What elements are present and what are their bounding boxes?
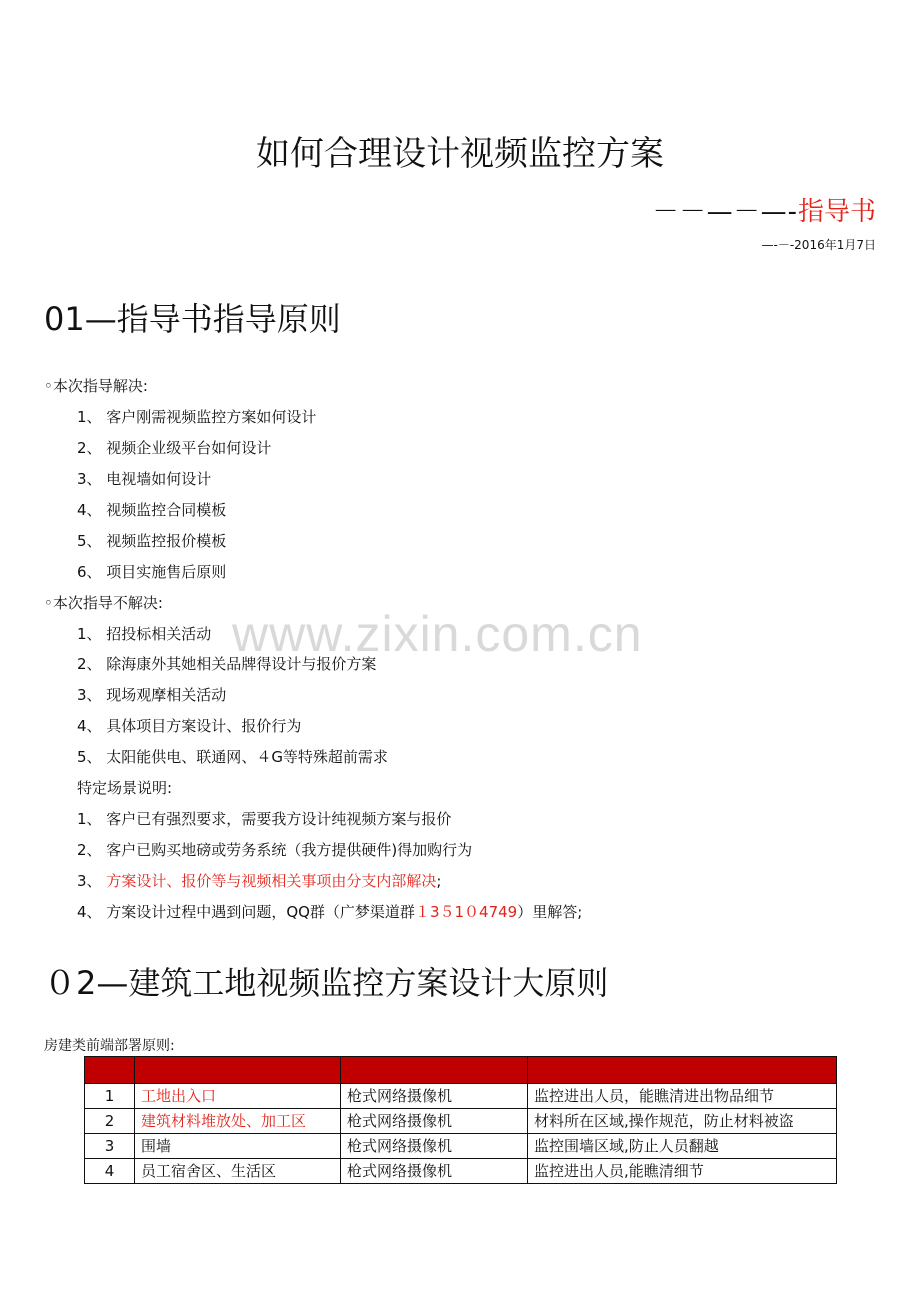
row-device: 枪式网络摄像机 [341,1134,528,1159]
row-purpose: 监控进出人员,能瞧清细节 [528,1159,837,1184]
header-cell [135,1057,341,1084]
table-row [85,1134,837,1159]
list-item: 4、 视频监控合同模板 [77,501,227,519]
header-cell [341,1057,528,1084]
row-device: 枪式网络摄像机 [341,1109,528,1134]
list-item: 2、 除海康外其她相关品牌得设计与报价方案 [77,655,377,673]
row-device: 枪式网络摄像机 [341,1159,528,1184]
scene-label: 特定场景说明: [77,779,173,797]
list-item: 5、 太阳能供电、联通网、４G等特殊超前需求 [77,748,388,766]
row-location: 工地出入口 [135,1084,341,1109]
table-row [85,1084,837,1109]
row-number: 4 [85,1159,135,1184]
scene-3-highlight: 方案设计、报价等与视频相关事项由分支内部解决 [106,872,437,890]
watermark: www.zixin.com.cn [232,606,643,662]
header-cell [85,1057,135,1084]
row-location: 员工宿舍区、生活区 [135,1159,341,1184]
list-item [77,901,582,923]
subtitle [653,194,876,230]
deployment-table [84,1056,837,1184]
list-item: 1、 客户刚需视频监控方案如何设计 [77,408,317,426]
row-location: 建筑材料堆放处、加工区 [135,1109,341,1134]
table-caption: 房建类前端部署原则: [44,1038,175,1054]
row-purpose: 监控围墙区域,防止人员翻越 [528,1134,837,1159]
scene-3-suffix: ; [436,872,442,890]
section1-heading: 01—指导书指导原则 [44,300,341,338]
list-item: 6、 项目实施售后原则 [77,563,227,581]
row-purpose: 材料所在区域,操作规范，防止材料被盗 [528,1109,837,1134]
row-purpose: 监控进出人员，能瞧清进出物品细节 [528,1084,837,1109]
list-item: 5、 视频监控报价模板 [77,532,227,550]
list-item [77,870,441,892]
row-location: 围墙 [135,1134,341,1159]
list-item: 2、 视频企业级平台如何设计 [77,439,272,457]
scene-3-prefix: 3、 [77,872,107,890]
row-number: 2 [85,1109,135,1134]
subtitle-dashes: －－—－—- [652,197,798,227]
list-item: 4、 具体项目方案设计、报价行为 [77,717,302,735]
list-item: 1、 客户已有强烈要求，需要我方设计纯视频方案与报价 [77,810,452,828]
row-number: 3 [85,1134,135,1159]
qq-group-number: １3５1０4749 [414,903,518,921]
document-title: 如何合理设计视频监控方案 [256,134,664,174]
section2-heading: ０2—建筑工地视频监控方案设计大原则 [44,964,609,1002]
list-item: 2、 客户已购买地磅或劳务系统（我方提供硬件)得加购行为 [77,841,473,859]
scene-4-prefix: 4、 方案设计过程中遇到问题，QQ群（广梦渠道群 [77,903,415,921]
solve-label: ◦本次指导解决: [44,377,148,395]
scene-4-suffix: ）里解答; [517,903,583,921]
table-row [85,1109,837,1134]
subtitle-guide: 指导书 [797,197,876,227]
date-line: —-－-2016年1月7日 [761,238,876,252]
row-number: 1 [85,1084,135,1109]
list-item: 3、 现场观摩相关活动 [77,686,227,704]
header-cell [528,1057,837,1084]
row-device: 枪式网络摄像机 [341,1084,528,1109]
list-item: 3、 电视墙如何设计 [77,470,212,488]
table-header-row [85,1057,837,1084]
nosolve-label: ◦本次指导不解决: [44,594,163,612]
table-row [85,1159,837,1184]
list-item: 1、 招投标相关活动 [77,625,212,643]
